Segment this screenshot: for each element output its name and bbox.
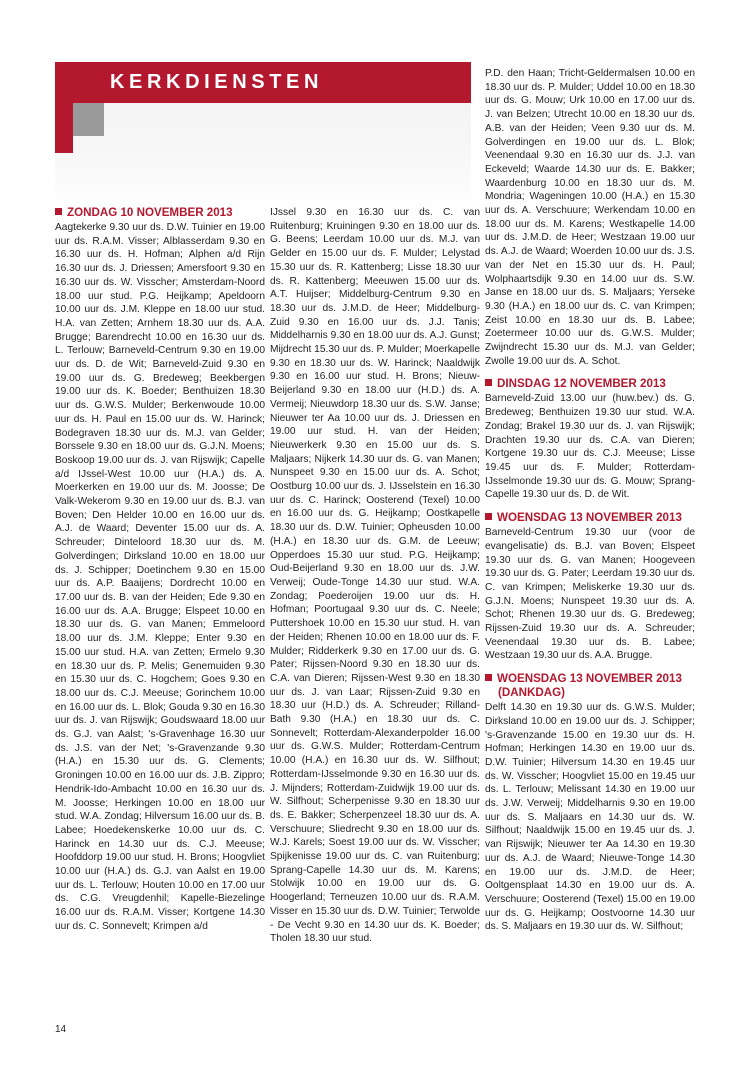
day-heading <box>485 672 695 700</box>
day-heading-text: DINSDAG 12 NOVEMBER 2013 <box>497 377 666 391</box>
service-list: Barneveld-Zuid 13.00 uur (huw.bev.) ds. G. Bredeweg; Benthuizen 19.30 uur stud. W.A. Zondag; Brakel 19.30 uur ds. J. van Rijswijk; Drachten 19.30 uur ds. C.A. van Dieren; Kortgene 19.30 uur ds. C.J. Meeuse; Lisse 19.45 uur ds. F. Mulder; Rotterdam-IJsselmonde 19.30 uur ds. G. Mouw; Sprang-Capelle 19.30 uur ds. D. de Wit. <box>485 393 695 501</box>
day-heading-text: WOENSDAG 13 NOVEMBER 2013 <box>497 672 682 686</box>
bullet-square-icon <box>485 513 492 520</box>
page-number: 14 <box>55 1024 67 1035</box>
service-list: Delft 14.30 en 19.30 uur ds. G.W.S. Mulder; Dirksland 10.00 en 19.00 uur ds. J. Schipper; 's-Gravenzande 15.00 en 19.30 uur ds. H. Hofman; Herkingen 14.30 en 19.00 uur ds. D.W. Tuinier; Hilversum 14.30 en 19.45 uur ds. W. Visscher; Hoogvliet 15.00 en 19.45 uur ds. L. Terlouw; Melissant 14.30 en 19.00 uur ds. J.W. Verweij; Middelharnis 9.30 en 19.00 uur ds. S. Maljaars en 14.30 uur ds. W. Silfhout; Naaldwijk 15.00 en 19.45 uur ds. J. van Rijswijk; Nieuwer ter Aa 14.30 en 19.30 uur ds. A.J. de Waard; Nieuwe-Tonge 14.30 en 19.00 uur ds. J.M.D. de Heer; Ooltgensplaat 14.30 en 19.00 uur ds. A. Verschuure; Oosterend (Texel) 15.00 en 19.00 uur ds. G. Heijkamp; Oostvoorne 14.30 uur ds. S. Maljaars en 19.30 uur ds. W. Silfhout; <box>485 702 695 933</box>
service-list: IJssel 9.30 en 16.30 uur ds. C. van Ruitenburg; Kruiningen 9.30 en 18.00 uur ds. G. Beens; Leerdam 10.00 uur ds. M.J. van Gelder en 15.00 uur ds. F. Mulder; Lelystad 15.30 uur ds. R. Kattenberg; Lisse 18.30 uur ds. R. Kattenberg; Meeuwen 15.00 uur ds. A.T. Huijser; Middelburg-Centrum 9.30 en 18.30 uur ds. J.M.D. de Heer; Middelburg-Zuid 9.30 en 16.00 uur ds. J.J. Tanis; Middelharnis 9.30 en 18.00 uur ds. A.J. Gunst; Mijdrecht 15.30 uur ds. P. Mulder; Moerkapelle 9.30 en 18.30 uur ds. W. Harinck; Naaldwijk 9.30 en 16.00 uur stud. H. Brons; Nieuw-Beijerland 9.30 en 18.00 uur (H.D.) ds. A. Vermeij; Nieuwdorp 18.30 uur ds. S.W. Janse; Nieuwer ter Aa 10.00 uur ds. J. Driessen en 19.00 uur stud. H. van der Heiden; Nieuwerkerk 9.30 en 15.00 uur ds. S. Maljaars; Nijkerk 14.30 uur ds. G. van Manen; Nunspeet 9.30 en 15.00 uur ds. A. Schot; Oostburg 10.00 uur ds. J. IJsselstein en 16.30 uur ds. C. Harinck; Oosterend (Texel) 10.00 en 16.00 uur ds. G. Heijkamp; Oostkapelle 18.30 uur ds. D.W. Tuinier; Opheusden 10.00 (H.A.) en 18.30 uur ds. G.M. de Leeuw; Opperdoes 15.30 uur stud. P.G. Heijkamp; Oud-Beijerland 9.30 en 18.00 uur ds. J.W. Verweij; Oude-Tonge 14.30 uur stud. W.A. Zondag; Poederoijen 19.00 uur ds. H. Hofman; Poortugaal 9.30 uur ds. C. Neele; Puttershoek 10.00 en 15.30 uur stud. H. van der Heiden; Rhenen 10.00 en 18.00 uur ds. F. Mulder; Ridderkerk 9.30 en 17.00 uur ds. G. Pater; Rijssen-Noord 9.30 en 18.30 uur ds. C.A. van Dieren; Rijssen-West 9.30 en 18.30 uur ds. J. van Laar; Rijssen-Zuid 9.30 en 18.30 uur (H.D.) ds. A. Schreuder; Rilland-Bath 9.30 (H.A.) en 18.30 uur ds. C. Sonnevelt; Rotterdam-Alexanderpolder 16.00 uur ds. G.W.S. Mulder; Rotterdam-Centrum 10.00 (H.A.) en 16.30 uur ds. W. Silfhout; Rotterdam-IJsselmonde 9.30 en 16.30 uur ds. J. Mijnders; Rotterdam-Zuidwijk 19.00 uur ds. W. Silfhout; Scherpenisse 9.30 en 18.30 uur ds. E. Bakker; Scherpenzeel 18.30 uur ds. A. Verschuure; Sliedrecht 9.30 en 18.00 uur ds. W.J. Karels; Soest 19.00 uur ds. W. Visscher; Spijkenisse 19.00 uur ds. C. van Ruitenburg; Sprang-Capelle 14.30 uur ds. M. Karens; Stolwijk 10.00 en 19.00 uur ds. G. Hoogerland; Terneuzen 10.00 uur ds. R.A.M. Visser en 15.30 uur ds. D.W. Tuinier; Terwolde - De Vecht 9.30 en 14.30 uur ds. K. Boeder; Tholen 18.30 uur stud. <box>270 207 480 945</box>
service-list: Aagtekerke 9.30 uur ds. D.W. Tuinier en 19.00 uur ds. R.A.M. Visser; Alblasserdam 9.30 en 16.30 uur ds. H. Hofman; Alphen a/d Rijn 16.30 uur ds. J. Driessen; Amersfoort 9.30 en 16.30 uur ds. W. Visscher; Amsterdam-Noord 18.00 uur stud. P.G. Heijkamp; Apeldoorn 10.00 uur ds. J.M. Kleppe en 18.00 uur stud. H.A. van Zetten; Arnhem 18.30 uur ds. A.A. Brugge; Barendrecht 10.00 en 16.30 uur ds. L. Terlouw; Barneveld-Centrum 9.30 en 19.00 uur ds. D. de Wit; Barneveld-Zuid 9.30 en 19.00 uur ds. G. Bredeweg; Beekbergen 19.00 uur ds. K. Boeder; Benthuizen 18.30 uur ds. G.W.S. Mulder; Berkenwoude 10.00 uur ds. H. Paul en 15.00 uur ds. W. Harinck; Bodegraven 18.30 uur ds. M.J. van Gelder; Borssele 9.30 en 18.00 uur ds. G.J.N. Moens; Boskoop 19.00 uur ds. J. van Rijswijk; Capelle a/d IJssel-West 10.00 uur (H.A.) ds. A. Moerkerken en 19.00 uur ds. M. Joosse; De Valk-Wekerom 9.30 en 19.00 uur ds. B.J. van Boven; Den Helder 10.00 en 16.00 uur ds. A.J. de Waard; Deventer 15.00 uur ds. A. Schreuder; Dinteloord 18.30 uur ds. M. Golverdingen; Dirksland 10.00 en 18.00 uur ds. J. Schipper; Doetinchem 9.30 en 15.00 uur ds. A.P. Baaijens; Dordrecht 10.00 en 17.00 uur ds. B. van der Heiden; Ede 9.30 en 16.00 uur ds. A.A. Brugge; Elspeet 10.00 en 18.30 uur ds. G. van Manen; Emmeloord 18.00 uur ds. J.M. Kleppe; Enter 9.30 en 15.00 uur stud. H.A. van Zetten; Ermelo 9.30 en 18.30 uur ds. P. Melis; Genemuiden 9.30 en 15.30 uur ds. C. Hogchem; Goes 9.30 en 18.00 uur ds. C.J. Meeuse; Gorinchem 10.00 en 16.00 uur ds. L. Blok; Gouda 9.30 en 16.30 uur ds. J. van Rijswijk; Goudswaard 18.00 uur ds. G.J. van Aalst; 's-Gravenhage 16.30 uur ds. J.S. van der Net; 's-Gravenzande 9.30 (H.A.) en 15.30 uur ds. G. Clements; Groningen 10.00 en 16.00 uur ds. J.B. Zippro; Hendrik-Ido-Ambacht 10.00 en 16.30 uur ds. M. Joosse; Herkingen 10.00 en 18.00 uur stud. W.A. Zondag; Hilversum 16.00 uur ds. B. Labee; Hoedekenskerke 10.00 uur ds. C. Harinck en 14.30 uur ds. C.J. Meeuse; Hoofddorp 19.00 uur stud. H. Brons; Hoogvliet 10.00 uur (H.A.) ds. G.J. van Aalst en 19.00 uur ds. L. Terlouw; Houten 10.00 en 17.00 uur ds. C.G. Vreugdenhil; Kapelle-Biezelinge 16.00 uur ds. R.A.M. Visser; Kortgene 14.30 uur ds. C. Sonnevelt; Krimpen a/d <box>55 222 265 932</box>
day-heading <box>485 511 695 525</box>
column-3 <box>485 67 695 934</box>
day-subheading: (DANKDAG) <box>498 686 565 700</box>
column-1 <box>55 206 265 934</box>
service-list: Barneveld-Centrum 19.30 uur (voor de evangelisatie) ds. B.J. van Boven; Elspeet 19.30 uur ds. G. van Manen; Hoogeveen 19.30 uur ds. G. Pater; Leerdam 19.30 uur ds. C. van Krimpen; Meliskerke 19.30 uur ds. G.J.N. Moens; Nunspeet 19.30 uur ds. A. Schot; Rhenen 19.30 uur ds. G. Bredeweg; Rijssen-Zuid 19.30 uur ds. A. Schreuder; Veenendaal 19.30 uur ds. B. Labee; Westzaan 19.30 uur ds. A.A. Brugge. <box>485 527 695 662</box>
bullet-square-icon <box>485 379 492 386</box>
column-2 <box>270 206 480 946</box>
day-heading-text: WOENSDAG 13 NOVEMBER 2013 <box>497 511 682 525</box>
bullet-square-icon <box>485 674 492 681</box>
day-heading-text: ZONDAG 10 NOVEMBER 2013 <box>67 206 233 219</box>
bullet-square-icon <box>55 208 62 215</box>
decorative-grey-square <box>73 103 104 136</box>
day-heading <box>485 377 695 391</box>
day-heading <box>55 206 265 220</box>
service-list: P.D. den Haan; Tricht-Geldermalsen 10.00 en 18.30 uur ds. P. Mulder; Uddel 10.00 en 18.30 uur ds. G. Mouw; Urk 10.00 en 17.00 uur ds. J. van Belzen; Utrecht 10.00 en 18.30 uur ds. A.B. van der Heiden; Veen 9.30 uur ds. M. Golverdingen en 19.00 uur ds. L. Blok; Veenendaal 9.30 en 16.30 uur ds. J.J. van Eckeveld; Waarde 14.30 uur ds. E. Bakker; Waardenburg 10.00 en 18.30 uur ds. M. Mondria; Wageningen 10.00 (H.A.) en 15.30 uur ds. A. Verschuure; Werkendam 10.00 en 18.00 uur ds. M. Karens; Westkapelle 14.00 uur ds. J.M.D. de Heer; Westzaan 19.00 uur ds. A.J. de Waard; Woerden 10.00 uur ds. J.S. van der Net en 15.30 uur ds. H. Paul; Wolphaartsdijk 9.30 en 14.00 uur ds. S.W. Janse en 18.00 uur ds. S. Maljaars; Yerseke 9.30 (H.A.) en 18.00 uur ds. C. van Krimpen; Zeist 10.00 en 18.30 uur ds. B. Labee; Zoetermeer 10.00 uur ds. G.W.S. Mulder; Zwijndrecht 15.30 uur ds. M.J. van Gelder; Zwolle 19.00 uur ds. A. Schot. <box>485 68 695 367</box>
decorative-red-square <box>55 103 73 153</box>
page-title: KERKDIENSTEN <box>110 71 323 93</box>
